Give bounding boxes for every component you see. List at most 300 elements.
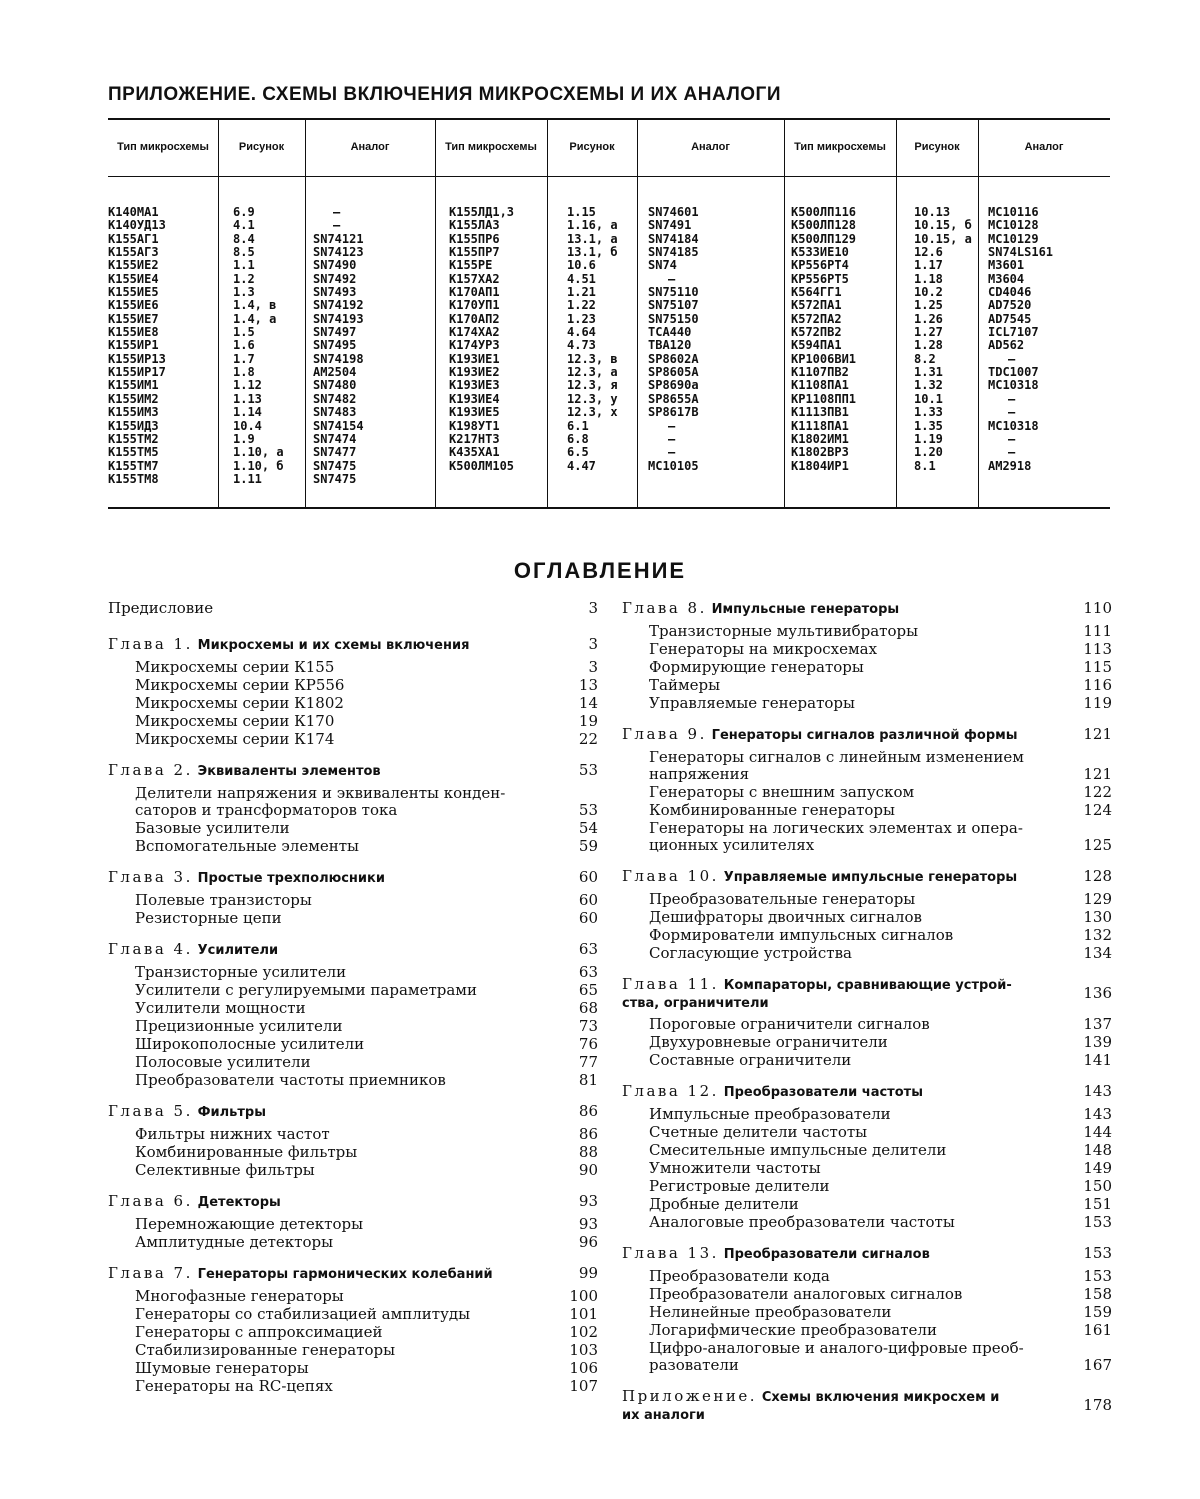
toc-page-number: 148 — [1083, 1141, 1112, 1159]
table-cell: К170УП1 — [449, 298, 500, 313]
toc-entry-text: Смесительные импульсные делители — [649, 1141, 947, 1159]
table-cell: 1.17 — [914, 258, 943, 273]
column-figures-3 — [914, 206, 972, 473]
toc-entry — [135, 677, 552, 694]
toc-chapter — [622, 1388, 1066, 1424]
toc-page-number: 122 — [1083, 783, 1112, 801]
table-cell: К170АП1 — [449, 285, 500, 300]
table-cell: 1.33 — [914, 405, 943, 420]
toc-entry-text: Широкополосные усилители — [135, 1035, 365, 1053]
table-cell: 1.5 — [233, 325, 255, 340]
toc-entry-text: Генераторы на RC-цепях — [135, 1377, 333, 1395]
chapter-title: Схемы включения микросхем и — [761, 1390, 1000, 1405]
chapter-title: Детекторы — [197, 1195, 281, 1210]
toc-page-number: 90 — [578, 1161, 598, 1179]
chapter-title: Эквиваленты элементов — [197, 764, 381, 779]
toc-entry — [649, 802, 1066, 819]
chapter-title: Микросхемы и их схемы включения — [197, 638, 470, 653]
toc-page-number: 121 — [1083, 725, 1112, 743]
toc-entry — [649, 1160, 1066, 1177]
toc-page-number: 121 — [1083, 765, 1112, 783]
toc-entry — [135, 1000, 552, 1017]
table-cell: К500ЛП128 — [791, 218, 857, 233]
toc-page-number: 73 — [578, 1017, 598, 1035]
toc-entry-text: Счетные делители частоты — [649, 1123, 868, 1141]
toc-entry — [649, 1016, 1066, 1033]
table-cell: AD7545 — [988, 311, 1032, 326]
toc-entry-text: Двухуровневые ограничители — [649, 1033, 888, 1051]
toc-page-number: 149 — [1083, 1159, 1112, 1177]
table-cell: 1.12 — [233, 378, 262, 393]
table-cell: SN7474 — [313, 431, 357, 446]
table-cell: 1.3 — [233, 285, 255, 300]
toc-entry — [135, 1360, 552, 1377]
table-cell: 4.1 — [233, 218, 255, 233]
toc-chapter — [622, 726, 1066, 744]
toc-page-number: 139 — [1083, 1033, 1112, 1051]
toc-chapter — [108, 941, 552, 959]
table-cell: AD7520 — [988, 298, 1032, 313]
table-cell: 1.6 — [233, 338, 255, 353]
table-cell: 8.2 — [914, 351, 936, 366]
table-cell: К594ПА1 — [791, 338, 842, 353]
table-cell: КР556РТ5 — [791, 271, 849, 286]
table-cell: SN74184 — [648, 231, 699, 246]
toc-page-number: 100 — [569, 1287, 598, 1305]
table-cell: К155РЕ — [449, 258, 493, 273]
table-cell: 1.9 — [233, 431, 255, 446]
toc-page-number: 93 — [578, 1215, 598, 1233]
toc-entry — [135, 1306, 552, 1323]
chapter-label: Глава 9. — [622, 725, 707, 743]
toc-page-number: 161 — [1083, 1321, 1112, 1339]
table-cell: SN75150 — [648, 311, 699, 326]
chapter-title: Преобразователи сигналов — [723, 1247, 930, 1262]
table-cell: К533ИЕ10 — [791, 245, 849, 260]
table-cell: 6.9 — [233, 205, 255, 219]
chapter-label: Глава 4. — [108, 940, 193, 958]
toc-entry-text: Вспомогательные элементы — [135, 837, 359, 855]
table-cell: 1.11 — [233, 471, 262, 486]
toc-entry — [135, 1162, 552, 1179]
toc-entry — [649, 1178, 1066, 1195]
table-cell: SN7493 — [313, 285, 357, 300]
table-cell: 1.32 — [914, 378, 943, 393]
toc-entry — [135, 1144, 552, 1161]
table-cell: SN74198 — [313, 351, 364, 366]
toc-entry — [135, 892, 552, 909]
toc-page-number: 3 — [588, 599, 598, 617]
column-analogs-2 — [648, 206, 699, 473]
table-cell: TDC1007 — [988, 365, 1039, 380]
chapter-label: Глава 13. — [622, 1244, 719, 1262]
toc-entry-text: Усилители с регулируемыми параметрами — [135, 981, 477, 999]
table-cell: MC10318 — [988, 418, 1039, 433]
toc-entry-text: Полевые транзисторы — [135, 891, 312, 909]
table-cell: К174УР3 — [449, 338, 500, 353]
toc-entry — [649, 1340, 1066, 1374]
toc-entry-text: Умножители частоты — [649, 1159, 821, 1177]
toc-entry-text: Предисловие — [108, 599, 214, 617]
toc-entry — [135, 1054, 552, 1071]
table-cell: 8.1 — [914, 458, 936, 473]
toc-page-number: 167 — [1083, 1356, 1112, 1374]
chapter-label: Приложение. — [622, 1387, 758, 1405]
toc-entry — [135, 910, 552, 927]
toc-entry — [135, 1378, 552, 1395]
table-cell: КР1006ВИ1 — [791, 351, 857, 366]
table-cell: MC10105 — [648, 458, 699, 473]
appendix-title: ПРИЛОЖЕНИЕ. СХЕМЫ ВКЛЮЧЕНИЯ МИКРОСХЕМЫ И ИХ АНАЛОГИ — [108, 84, 781, 105]
toc-entry — [135, 713, 552, 730]
toc-entry — [135, 1324, 552, 1341]
header-figure-3: Рисунок — [914, 141, 960, 153]
table-cell: К1118ПА1 — [791, 418, 849, 433]
toc-page-number: 59 — [578, 837, 598, 855]
toc-page-number: 76 — [578, 1035, 598, 1053]
column-types-3 — [791, 206, 856, 473]
toc-chapter — [108, 762, 552, 780]
table-cell: К572ПВ2 — [791, 325, 842, 340]
toc-entry-text: Генераторы с внешним запуском — [649, 783, 915, 801]
toc-page-number: 158 — [1083, 1285, 1112, 1303]
table-cell: — — [1008, 351, 1016, 366]
table-cell: SN74601 — [648, 205, 699, 219]
toc-entry-text: Цифро-аналоговые и аналого-цифровые преоб- — [649, 1339, 1024, 1357]
table-cell: 6.5 — [567, 445, 589, 460]
table-cell: 8.4 — [233, 231, 255, 246]
toc-page-number: 93 — [578, 1192, 598, 1210]
table-cell: К155ТМ7 — [108, 458, 159, 473]
table-cell: — — [668, 271, 676, 286]
table-cell: 1.10, а — [233, 445, 284, 460]
table-header — [108, 118, 1110, 177]
table-cell: К217НТ3 — [449, 431, 500, 446]
toc-entry — [649, 1034, 1066, 1051]
toc-page-number: 136 — [1083, 984, 1112, 1002]
toc-page-number: 102 — [569, 1323, 598, 1341]
table-cell: — — [333, 205, 341, 219]
toc-page-number: 103 — [569, 1341, 598, 1359]
toc-entry — [649, 1052, 1066, 1069]
chapter-title: Компараторы, сравнивающие устрой- — [723, 978, 1012, 993]
toc-entry — [135, 1342, 552, 1359]
table-cell: 1.25 — [914, 298, 943, 313]
header-type-1: Тип микросхемы — [117, 141, 209, 153]
toc-entry-text-cont: саторов и трансформаторов тока — [135, 801, 398, 819]
toc-page-number: 110 — [1083, 599, 1112, 617]
table-cell: — — [668, 418, 676, 433]
toc-page-number: 178 — [1083, 1396, 1112, 1414]
table-cell: SN75110 — [648, 285, 699, 300]
header-figure-1: Рисунок — [238, 141, 285, 153]
chapter-title: Усилители — [197, 943, 279, 958]
table-cell: TBA120 — [648, 338, 692, 353]
table-cell: SN74154 — [313, 418, 364, 433]
column-analogs-3 — [988, 206, 1053, 473]
toc-entry — [135, 731, 552, 748]
toc-entry — [649, 891, 1066, 908]
table-cell: К155ТМ5 — [108, 445, 159, 460]
toc-page-number: 106 — [569, 1359, 598, 1377]
toc-page-number: 134 — [1083, 944, 1112, 962]
toc-entry — [649, 677, 1066, 694]
toc-chapter — [622, 868, 1066, 886]
table-cell: SP8617B — [648, 405, 699, 420]
toc-entry-text-cont: ционных усилителях — [649, 836, 815, 854]
table-cell: К1802ИМ1 — [791, 431, 849, 446]
chapter-label: Глава 2. — [108, 761, 193, 779]
table-cell: SP8602A — [648, 351, 699, 366]
table-cell: 4.64 — [567, 325, 596, 340]
toc-page-number: 151 — [1083, 1195, 1112, 1213]
table-cell: SN7475 — [313, 458, 357, 473]
toc-entry-text: Аналоговые преобразователи частоты — [649, 1213, 955, 1231]
table-cell: 12.3, в — [567, 351, 618, 366]
toc-page-number: 53 — [578, 801, 598, 819]
table-cell: SN7482 — [313, 391, 357, 406]
toc-page-number: 116 — [1083, 676, 1112, 694]
toc-chapter — [108, 869, 552, 887]
table-cell: — — [668, 431, 676, 446]
table-cell: 10.2 — [914, 285, 943, 300]
toc-entry — [649, 1268, 1066, 1285]
toc-entry-text: Прецизионные усилители — [135, 1017, 343, 1035]
toc-entry — [649, 1304, 1066, 1321]
toc-page-number: 77 — [578, 1053, 598, 1071]
table-cell: SN74LS161 — [988, 245, 1054, 260]
table-cell: К155АГ3 — [108, 245, 159, 260]
chapter-title: Управляемые импульсные генераторы — [723, 870, 1018, 885]
column-analogs-1 — [313, 206, 364, 486]
table-cell: К155ЛА3 — [449, 218, 500, 233]
table-cell: 10.15, б — [914, 218, 972, 233]
table-cell: К193ИЕ1 — [449, 351, 500, 366]
table-cell: 8.5 — [233, 245, 255, 260]
table-cell: — — [1008, 405, 1016, 420]
toc-entry-text: Преобразователи кода — [649, 1267, 830, 1285]
toc-page-number: 81 — [578, 1071, 598, 1089]
toc-entry-text: Преобразователи частоты приемников — [135, 1071, 446, 1089]
toc-entry-text: Транзисторные усилители — [135, 963, 347, 981]
column-figures-1 — [233, 206, 284, 486]
table-cell: M3604 — [988, 271, 1025, 286]
toc-entry — [649, 909, 1066, 926]
table-cell: 12.3, у — [567, 391, 618, 406]
toc-page-number: 119 — [1083, 694, 1112, 712]
toc-entry-text: Пороговые ограничители сигналов — [649, 1015, 930, 1033]
toc-entry-text: Микросхемы серии К174 — [135, 730, 335, 748]
toc-entry-text: Управляемые генераторы — [649, 694, 855, 712]
chapter-title-cont: их аналоги — [622, 1408, 705, 1423]
table-cell: КР556РТ4 — [791, 258, 849, 273]
toc-page-number: 14 — [578, 694, 598, 712]
table-cell: SN7477 — [313, 445, 357, 460]
toc-entry — [649, 1106, 1066, 1123]
table-cell: SN74 — [648, 258, 677, 273]
table-cell: К500ЛП129 — [791, 231, 857, 246]
toc-entry — [135, 1216, 552, 1233]
table-cell: К572ПА1 — [791, 298, 842, 313]
table-cell: 13.1, б — [567, 245, 618, 260]
table-cell: К155ИЕ6 — [108, 298, 159, 313]
table-cell: 12.3, я — [567, 378, 618, 393]
toc-page-number: 68 — [578, 999, 598, 1017]
toc-entry — [649, 749, 1066, 783]
toc-page-number: 113 — [1083, 640, 1112, 658]
table-cell: 1.20 — [914, 445, 943, 460]
toc-entry-text: Резисторные цепи — [135, 909, 282, 927]
toc-entry — [135, 1018, 552, 1035]
table-cell: ICL7107 — [988, 325, 1039, 340]
table-cell: SN7490 — [313, 258, 357, 273]
table-cell: К140МА1 — [108, 205, 159, 219]
toc-page-number: 130 — [1083, 908, 1112, 926]
table-cell: CD4046 — [988, 285, 1032, 300]
toc-entry-text: Таймеры — [649, 676, 721, 694]
table-cell: К155ИР13 — [108, 351, 166, 366]
chapter-label: Глава 11. — [622, 975, 719, 993]
toc-entry — [649, 784, 1066, 801]
toc-page-number: 65 — [578, 981, 598, 999]
table-cell: К1108ПА1 — [791, 378, 849, 393]
toc-entry-text-cont: напряжения — [649, 765, 750, 783]
table-cell: 6.8 — [567, 431, 589, 446]
toc-chapter — [622, 976, 1066, 1012]
toc-entry-text: Селективные фильтры — [135, 1161, 315, 1179]
toc-entry-text: Амплитудные детекторы — [135, 1233, 334, 1251]
table-cell: SN7491 — [648, 218, 692, 233]
toc-entry-text: Генераторы с аппроксимацией — [135, 1323, 383, 1341]
table-cell: 1.7 — [233, 351, 255, 366]
toc-page-number: 101 — [569, 1305, 598, 1323]
toc-page-number: 144 — [1083, 1123, 1112, 1141]
table-cell: К155ЛД1,3 — [449, 205, 515, 219]
toc-entry-text: Составные ограничители — [649, 1051, 852, 1069]
toc-page-number: 63 — [578, 963, 598, 981]
toc-page-number: 125 — [1083, 836, 1112, 854]
toc-page-number: 96 — [578, 1233, 598, 1251]
table-cell: 4.51 — [567, 271, 596, 286]
toc-page-number: 88 — [578, 1143, 598, 1161]
chapter-label: Глава 10. — [622, 867, 719, 885]
toc-entry-text: Делители напряжения и эквиваленты конден- — [135, 784, 506, 802]
toc-chapter — [622, 1083, 1066, 1101]
toc-entry-text: Микросхемы серии К155 — [135, 658, 335, 676]
toc-entry-text-cont: разователи — [649, 1356, 739, 1374]
toc-entry — [108, 600, 552, 617]
toc-entry-text: Дробные делители — [649, 1195, 799, 1213]
toc-entry — [135, 695, 552, 712]
toc-entry — [135, 659, 552, 676]
toc-page-number: 99 — [578, 1264, 598, 1282]
chapter-label: Глава 6. — [108, 1192, 193, 1210]
toc-entry-text: Преобразователи аналоговых сигналов — [649, 1285, 963, 1303]
table-cell: MC10129 — [988, 231, 1039, 246]
toc-entry — [649, 820, 1066, 854]
table-cell: 12.3, а — [567, 365, 618, 380]
header-analog-3: Аналог — [1024, 141, 1064, 153]
toc-entry-text: Многофазные генераторы — [135, 1287, 344, 1305]
table-cell: 1.15 — [567, 205, 596, 219]
toc-entry-text: Фильтры нижних частот — [135, 1125, 330, 1143]
toc-page-number: 60 — [578, 891, 598, 909]
table-cell: 1.21 — [567, 285, 596, 300]
table-cell: 1.18 — [914, 271, 943, 286]
chapter-title: Генераторы сигналов различной формы — [711, 728, 1018, 743]
table-cell: 10.15, а — [914, 231, 972, 246]
table-cell: AM2918 — [988, 458, 1032, 473]
toc-chapter — [108, 1193, 552, 1211]
chapter-label: Глава 7. — [108, 1264, 193, 1282]
toc-chapter — [108, 636, 552, 654]
table-cell: 4.47 — [567, 458, 596, 473]
toc-page-number: 111 — [1083, 622, 1112, 640]
table-cell: К564ГГ1 — [791, 285, 842, 300]
toc-entry-text: Дешифраторы двоичных сигналов — [649, 908, 922, 926]
toc-page-number: 132 — [1083, 926, 1112, 944]
table-cell: — — [668, 445, 676, 460]
toc-entry — [649, 1124, 1066, 1141]
chapter-title: Преобразователи частоты — [723, 1085, 923, 1100]
toc-entry — [135, 1234, 552, 1251]
table-cell: К155ИЕ5 — [108, 285, 159, 300]
toc-page-number: 63 — [578, 940, 598, 958]
chapter-title: Фильтры — [197, 1105, 266, 1120]
table-cell: SN74193 — [313, 311, 364, 326]
table-cell: 1.10, б — [233, 458, 284, 473]
column-figures-2 — [567, 206, 618, 473]
table-cell: 1.23 — [567, 311, 596, 326]
toc-entry — [649, 641, 1066, 658]
toc-entry — [135, 964, 552, 981]
chapter-label: Глава 1. — [108, 635, 193, 653]
toc-entry — [649, 945, 1066, 962]
toc-page-number: 107 — [569, 1377, 598, 1395]
table-cell: К155ИЕ7 — [108, 311, 159, 326]
toc-entry — [135, 1126, 552, 1143]
chapter-title-cont: ства, ограничители — [622, 996, 769, 1011]
header-analog-2: Аналог — [691, 141, 730, 153]
toc-entry — [649, 695, 1066, 712]
table-cell: К193ИЕ4 — [449, 391, 500, 406]
table-cell: SP8605A — [648, 365, 699, 380]
table-cell: К155ПР6 — [449, 231, 500, 246]
toc-entry-text: Генераторы на логических элементах и опера- — [649, 819, 1023, 837]
table-cell: К193ИЕ5 — [449, 405, 500, 420]
toc-entry — [649, 659, 1066, 676]
chapter-label: Глава 5. — [108, 1102, 193, 1120]
toc-chapter — [622, 600, 1066, 618]
toc-entry — [649, 623, 1066, 640]
table-cell: 1.2 — [233, 271, 255, 286]
toc-entry-text: Усилители мощности — [135, 999, 306, 1017]
toc-page-number: 86 — [578, 1102, 598, 1120]
toc-entry-text: Согласующие устройства — [649, 944, 852, 962]
table-cell: К155ИР1 — [108, 338, 159, 353]
table-cell: — — [1008, 431, 1016, 446]
toc-entry — [649, 1142, 1066, 1159]
table-cell: 10.13 — [914, 205, 951, 219]
toc-entry-text: Перемножающие детекторы — [135, 1215, 364, 1233]
toc-entry — [649, 1214, 1066, 1231]
table-cell: 1.14 — [233, 405, 262, 420]
table-cell: 12.3, х — [567, 405, 618, 420]
toc-entry-text: Базовые усилители — [135, 819, 290, 837]
table-cell: 1.8 — [233, 365, 255, 380]
table-cell: 1.26 — [914, 311, 943, 326]
table-cell: 10.1 — [914, 391, 943, 406]
